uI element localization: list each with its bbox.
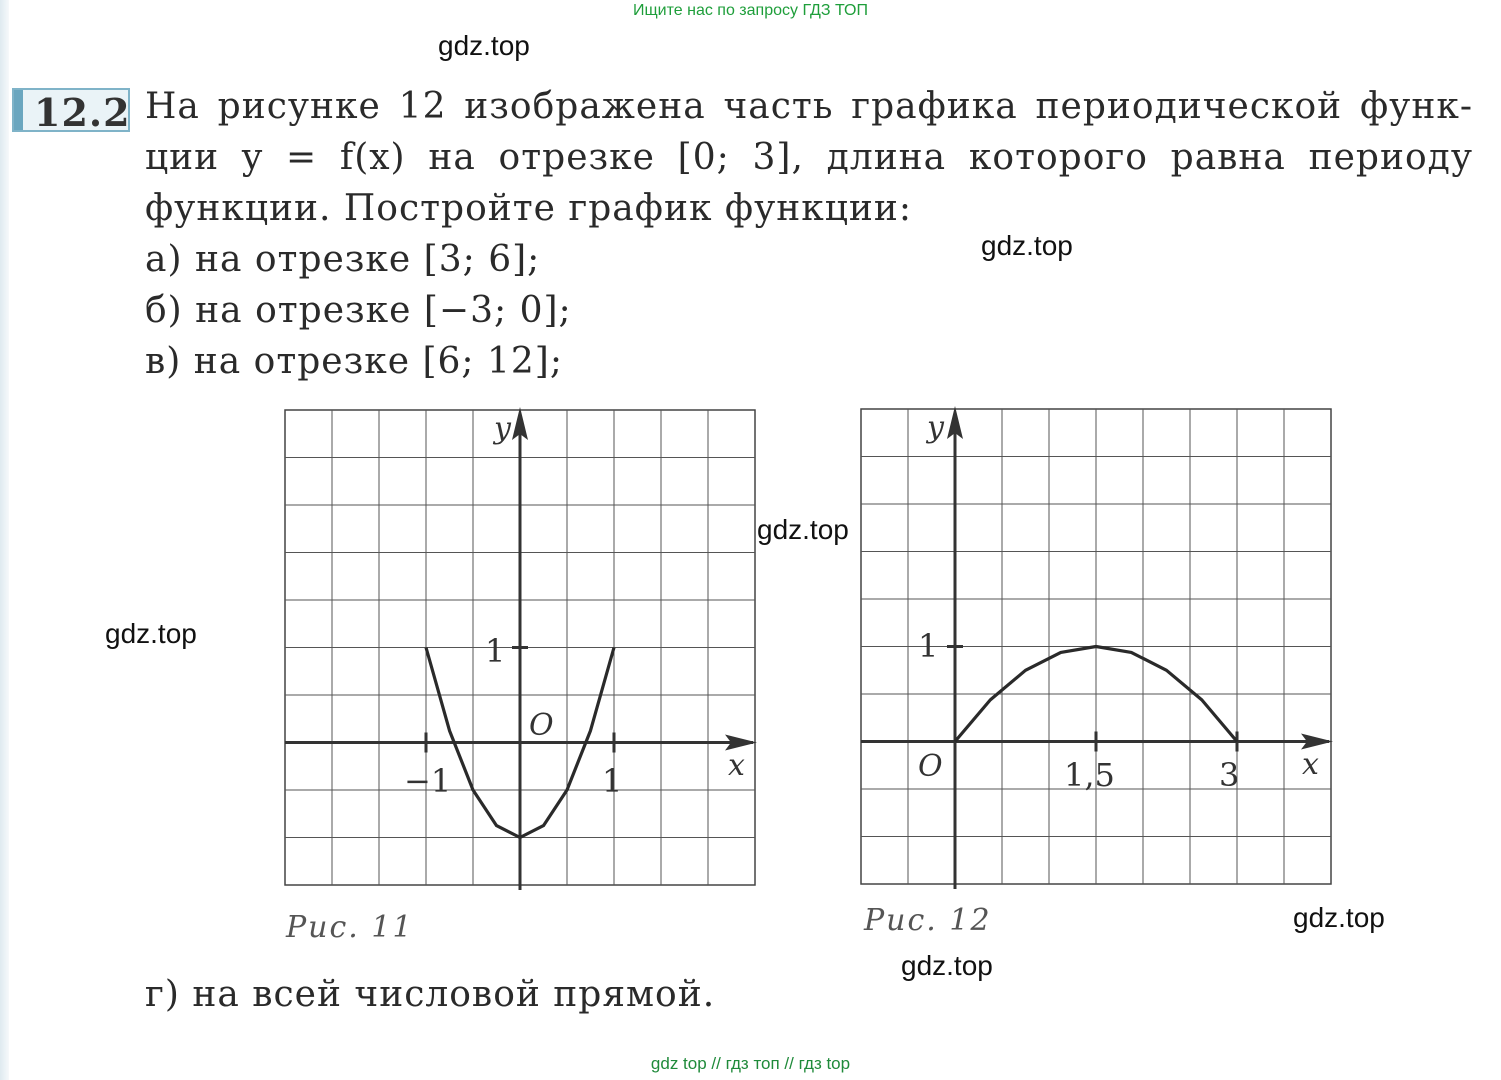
problem-text-line: ции y = f(x) на отрезке [0; 3], длина которого равна периоду [145,137,1473,178]
watermark: gdz.top [981,230,1073,261]
task-item-b: б) на отрезке [−3; 0]; [145,290,572,331]
watermark: gdz.top [438,30,530,61]
bottom-banner[interactable]: gdz top // гдз топ // гдз top [650,1054,851,1073]
problem-number: 12.2 [34,90,131,135]
watermark: gdz.top [1293,902,1385,933]
badge-accent [14,90,23,130]
tick-label-one-y: 1 [485,632,506,670]
tick-label-one-x: 1 [602,762,623,800]
watermark: gdz.top [757,514,849,545]
problem-text-line: На рисунке 12 изображена часть графика периодической функ- [145,86,1473,127]
figure-12-caption: Рис. 12 [864,903,992,938]
watermark: gdz.top [901,950,993,981]
x-axis-label: x [728,748,745,783]
task-item-a: а) на отрезке [3; 6]; [145,239,541,280]
tick-label-one-point-five: 1,5 [1064,756,1115,794]
tick-label-one-y: 1 [918,627,939,665]
watermark: gdz.top [105,618,197,649]
page-edge-strip [0,0,9,1080]
figure-12-graph [856,404,1336,894]
figure-11-graph [280,405,760,895]
figure-11-caption: Рис. 11 [286,910,414,945]
origin-label: O [529,708,554,743]
problem-text-line: функции. Постройте график функции: [145,188,913,229]
x-axis-label: x [1302,747,1319,782]
problem-number-badge [12,88,131,135]
tick-label-neg-one: −1 [404,762,452,800]
tick-label-three: 3 [1219,756,1240,794]
task-item-d: г) на всей числовой прямой. [145,974,716,1015]
origin-label: O [918,749,943,784]
top-banner[interactable]: Ищите нас по запросу ГДЗ ТОП [633,2,868,19]
y-axis-label: y [927,410,944,445]
y-axis-label: y [494,411,511,446]
task-item-c: в) на отрезке [6; 12]; [145,341,563,382]
